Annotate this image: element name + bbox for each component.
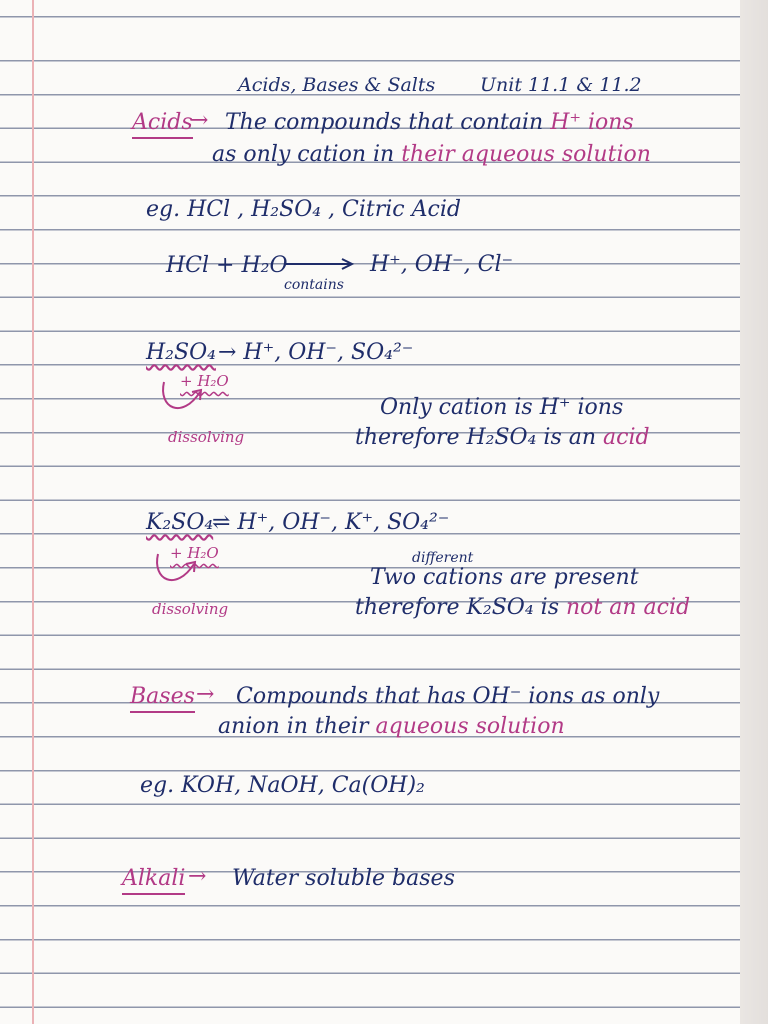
acids-definition-line1: The compounds that contain H⁺ ions [225,110,634,135]
acids-arrow: → [190,108,209,133]
bases-definition-line1: Compounds that has OH⁻ ions as only [236,684,660,709]
k2so4-insert-word: different [412,550,474,566]
unit-label: Unit 11.1 & 11.2 [480,74,642,96]
reaction-arrow-icon [286,258,356,270]
bases-arrow: → [196,682,215,707]
dissolving-arrow-icon [156,380,206,425]
h2so4-note-line2: therefore H₂SO₄ is an acid [355,425,650,450]
k2so4-dissolving: dissolving [152,600,229,618]
h2so4-water: + H₂O [180,372,229,390]
k2so4-water: + H₂O [170,544,219,562]
margin-line [32,0,34,1024]
k2so4-note-line2: therefore K₂SO₄ is not an acid [355,595,691,620]
k2so4-formula: K₂SO₄ [146,510,214,535]
alkali-arrow: → [188,864,207,889]
h2so4-note-line1: Only cation is H⁺ ions [380,395,624,420]
h2so4-products: → H⁺, OH⁻, SO₄²⁻ [218,340,414,365]
page-right-edge [740,0,768,1024]
h2so4-formula: H₂SO₄ [146,340,216,365]
k2so4-products: ⇌ H⁺, OH⁻, K⁺, SO₄²⁻ [212,510,450,535]
hcl-reactants: HCl + H₂O [166,253,288,278]
acids-definition-line2: as only cation in their aqueous solution [212,142,651,167]
hcl-arrow-label: contains [284,277,344,293]
hcl-products: H⁺, OH⁻, Cl⁻ [370,252,514,277]
alkali-term: Alkali [122,866,185,895]
k2so4-note-line1: Two cations are present [370,565,639,590]
bases-term: Bases [130,684,195,713]
bases-examples: eg. KOH, NaOH, Ca(OH)₂ [140,773,425,798]
h2so4-dissolving: dissolving [168,428,245,446]
page-title: Acids, Bases & Salts [238,74,436,96]
dissolving-arrow-icon [150,552,200,597]
acids-examples: eg. HCl , H₂SO₄ , Citric Acid [146,197,461,222]
alkali-definition: Water soluble bases [232,866,455,891]
acids-term: Acids [132,110,193,139]
bases-definition-line2: anion in their aqueous solution [218,714,565,739]
